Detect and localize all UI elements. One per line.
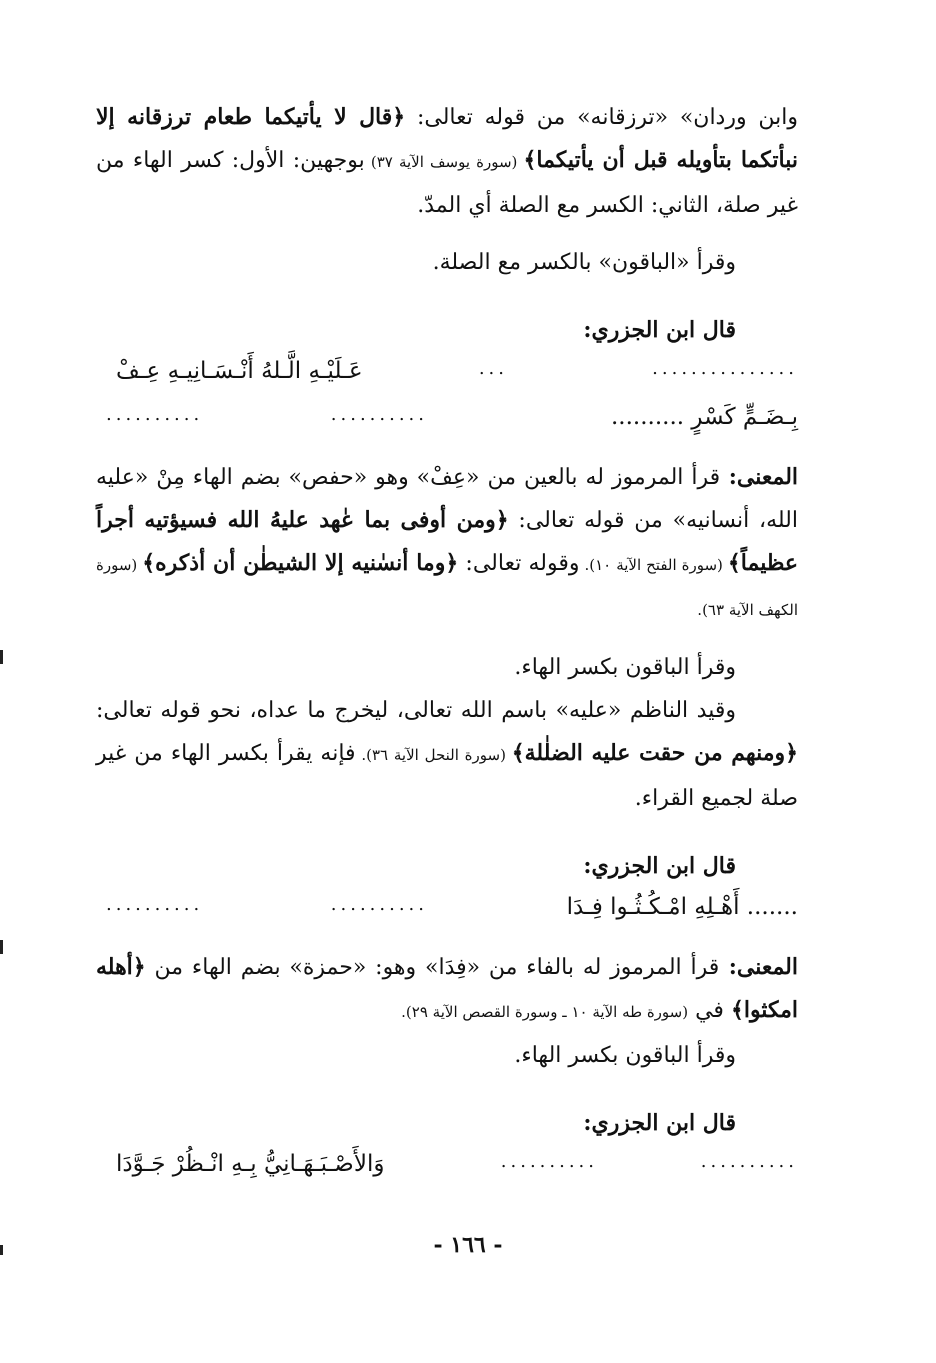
paragraph-2: وقرأ «الباقون» بالكسر مع الصلة. <box>432 250 736 275</box>
verse-4-right: .......... <box>700 1151 798 1172</box>
verse-1-right: ............... <box>652 358 798 379</box>
section-heading-1: قال ابن الجزري: <box>583 317 736 343</box>
quran-quote-2: ﴿ومن أوفى بما عٰهد عليهُ الله فسيؤتيه أجراً عظيماً﴾ <box>96 507 798 576</box>
paragraph-1-text-b: بوجهين: الأول: كسر الهاء من غير صلة، الثاني: الكسر مع الصلة أي المدّ. <box>96 148 798 218</box>
surah-reference-4: (سورة النحل الآية ٣٦). <box>355 746 512 764</box>
paragraph-6-text-b: في <box>688 998 731 1023</box>
verse-line-3 <box>96 886 798 932</box>
verse-1-mid: ... <box>478 358 508 379</box>
paragraph-3-text-b: وقوله تعالى: <box>458 551 580 576</box>
paragraph-4: وقرأ الباقون بكسر الهاء. <box>514 655 736 680</box>
verse-3-right: ....... أَهْـلِهِ امْـكُـثُـوا فِـدَا <box>566 894 798 920</box>
surah-reference-3: (سورة الكهف الآية ٦٣). <box>96 556 798 619</box>
page-body <box>96 96 798 1189</box>
section-heading-3: قال ابن الجزري: <box>583 1110 736 1136</box>
verse-4-mid: .......... <box>500 1151 598 1172</box>
paragraph-5 <box>96 689 798 820</box>
paragraph-6 <box>96 946 798 1034</box>
meaning-label-1: المعنى: <box>720 464 799 490</box>
paragraph-6-text-a: قرأ المرموز له بالفاء من «فِدَا» وهو: «حمزة» بضم الهاء من <box>145 955 720 980</box>
surah-reference-2: (سورة الفتح الآية ١٠). <box>579 556 728 574</box>
quran-quote-4: ﴿ومنهم من حقت عليه الضلٰلة﴾ <box>511 740 799 766</box>
section-heading-2: قال ابن الجزري: <box>583 853 736 879</box>
page-number: - ١٦٦ - <box>433 1232 503 1258</box>
verse-3-mid: .......... <box>330 894 428 915</box>
scan-edge-mark <box>0 1245 3 1255</box>
meaning-label-2: المعنى: <box>719 954 798 980</box>
verse-line-4 <box>96 1143 798 1189</box>
verse-line-2 <box>96 396 798 442</box>
paragraph-3-text-a: قرأ المرموز له بالعين من «عِفْ» وهو «حفص» بضم الهاء مِنْ «عليه الله، أنسانيه» من قوله تعالى: <box>96 465 799 533</box>
quran-quote-3: ﴿وما أنسٰنيه إلا الشيطٰن أن أذكره﴾ <box>142 550 459 576</box>
paragraph-3 <box>96 456 798 632</box>
verse-2-left: .......... <box>106 404 204 425</box>
paragraph-7: وقرأ الباقون بكسر الهاء. <box>514 1043 736 1068</box>
paragraph-5-text-a: وقيد الناظم «عليه» باسم الله تعالى، ليخرج ما عداه، نحو قوله تعالى: <box>96 698 736 723</box>
verse-2-mid: .......... <box>330 404 428 425</box>
verse-3-left: .......... <box>106 894 204 915</box>
quran-quote-5: ﴿أهله امكثوا﴾ <box>96 954 798 1023</box>
verse-1-left: عَـلَيْـهِ الَّـلهُ أَنْـسَـانِيـهِ عِـفْ <box>116 358 363 384</box>
scan-edge-mark <box>0 940 3 954</box>
quran-quote-1: ﴿قال لا يأتيكما طعام ترزقانه إلا نبأتكما بتأويله قبل أن يأتيكما﴾ <box>96 104 798 173</box>
verse-4-left: وَالأَصْـبَـهَـانِيُّ بِـهِ انْـظُرْ جَـوَّدَا <box>116 1151 385 1177</box>
surah-reference-1: (سورة يوسف الآية ٣٧) <box>364 153 524 171</box>
verse-line-1 <box>96 350 798 396</box>
paragraph-1-text-a: وابن وردان» «ترزقانه» من قوله تعالى: <box>405 105 798 130</box>
scan-edge-mark <box>0 650 3 664</box>
surah-reference-5: (سورة طه الآية ١٠ ـ وسورة القصص الآية ٢٩). <box>401 1003 689 1021</box>
paragraph-5-text-b: فإنه يقرأ بكسر الهاء من غير صلة لجميع القراء. <box>96 741 798 811</box>
paragraph-1 <box>96 96 798 227</box>
verse-2-right: بِـضَـمٍّ كَسْرٍ .......... <box>610 404 798 430</box>
